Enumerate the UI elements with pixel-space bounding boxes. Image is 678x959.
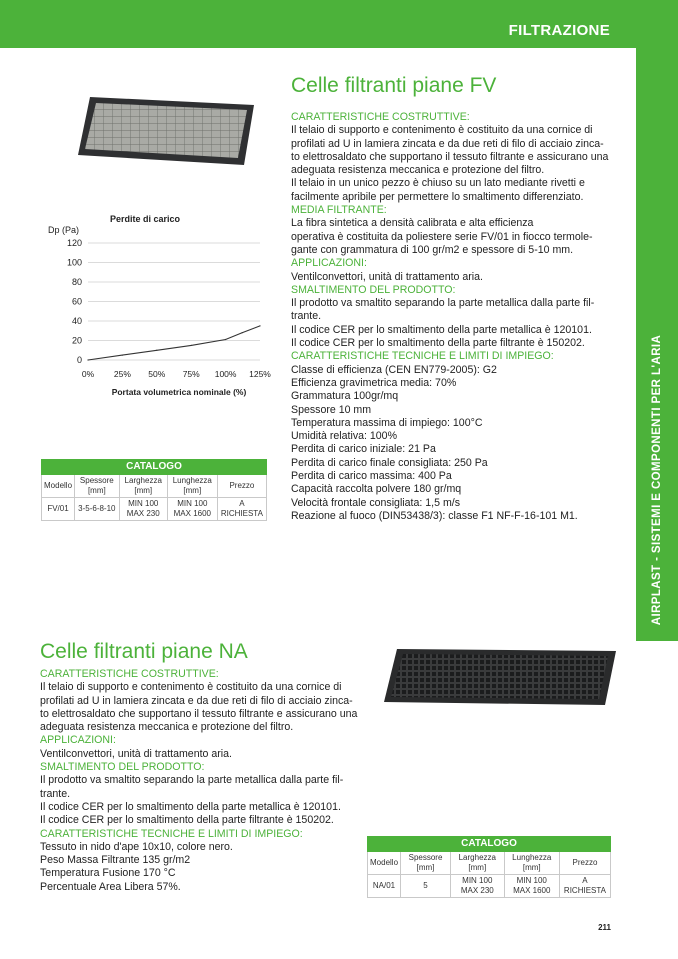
text-line: adeguata resistenza meccanica e protezione del filtro. (40, 721, 294, 734)
subheading: MEDIA FILTRANTE: (291, 204, 387, 217)
y-tick-label: 0 (76, 355, 82, 365)
text-line: Il telaio in un unico pezzo è chiuso su un lato mediante rivetti e (291, 177, 585, 190)
text-line: Perdita di carico massima: 400 Pa (291, 470, 452, 483)
y-tick-label: 40 (71, 316, 82, 326)
chart-y-axis-label: Dp (Pa) (48, 225, 80, 235)
x-tick-label: 50% (148, 369, 166, 379)
text-line: adeguata resistenza meccanica e protezione del filtro. (291, 164, 545, 177)
width-max: MAX 230 (460, 886, 494, 895)
data-point (87, 359, 88, 360)
text-line: Temperatura massima di impiego: 100°C (291, 416, 483, 429)
text-line: La fibra sintetica a densità calibrata e alta efficienza (291, 217, 534, 230)
na-catalog-table (367, 836, 611, 898)
x-tick-label: 100% (214, 369, 237, 379)
text-line: Il prodotto va smaltito separando la parte metallica dalla parte fil- (40, 774, 344, 787)
text-line: Il telaio di supporto e contenimento è costituito da una cornice di (40, 681, 342, 694)
pressure-drop-chart (40, 210, 285, 405)
text-line: Capacità raccolta polvere 180 gr/mq (291, 483, 462, 496)
chart-x-axis-label: Portata volumetrica nominale (%) (111, 387, 247, 397)
header-thickness: Spessore [mm] (401, 852, 451, 875)
header-length: Lunghezza [mm] (167, 475, 217, 498)
length-min: MIN 100 (177, 499, 208, 508)
subheading: SMALTIMENTO DEL PRODOTTO: (40, 761, 205, 774)
text-line: to elettrosaldato che supportano il tessuto filtrante e assicurano una (40, 707, 358, 720)
text-line: Temperatura Fusione 170 °C (40, 867, 176, 880)
text-line: Tessuto in nido d'ape 10x10, colore nero. (40, 840, 233, 853)
length-max: MAX 1600 (513, 886, 551, 895)
text-line: Il telaio di supporto e contenimento è costituito da una cornice di (291, 124, 593, 137)
fv-catalog-table (41, 459, 267, 521)
cell-model: FV/01 (42, 498, 75, 521)
data-point (225, 339, 226, 340)
text-line: Umidità relativa: 100% (291, 430, 397, 443)
y-tick-label: 120 (66, 238, 82, 248)
y-tick-label: 60 (71, 296, 82, 307)
text-line: Classe di efficienza (CEN EN779-2005): G2 (291, 363, 497, 376)
header-length: Lunghezza [mm] (504, 852, 559, 875)
header-model: Modello (42, 475, 75, 498)
text-line: profilati ad U in lamiera zincata e da due reti di filo di acciaio zinca- (291, 137, 604, 150)
length-min: MIN 100 (516, 876, 547, 885)
x-tick-label: 75% (182, 369, 200, 379)
section-title: FILTRAZIONE (508, 22, 610, 39)
cell-width (451, 875, 505, 898)
text-line: facilmente apribile per permettere lo smaltimento differenziato. (291, 190, 584, 203)
header-model: Modello (368, 852, 401, 875)
text-line: trante. (40, 787, 71, 800)
header-width: Larghezza [mm] (451, 852, 505, 875)
section-header-bar (0, 0, 678, 48)
text-line: operativa è costituita da poliestere serie FV/01 in fiocco termole- (291, 230, 593, 243)
x-tick-label: 25% (113, 369, 131, 379)
series-line-fv (88, 326, 260, 360)
data-point (191, 345, 192, 346)
cell-thickness: 3-5-6-8-10 (75, 498, 120, 521)
subheading: CARATTERISTICHE TECNICHE E LIMITI DI IMPIEGO: (40, 827, 303, 840)
fv-description (291, 111, 621, 523)
subheading: CARATTERISTICHE TECNICHE E LIMITI DI IMPIEGO: (291, 350, 554, 363)
y-tick-label: 100 (66, 257, 82, 268)
chart-title: Perdite di carico (110, 214, 181, 224)
text-line: Reazione al fuoco (DIN53438/3): classe F1 NF-F-16-101 M1. (291, 509, 578, 522)
width-min: MIN 100 (462, 876, 493, 885)
length-max: MAX 1600 (173, 509, 211, 518)
text-line: profilati ad U in lamiera zincata e da due reti di filo di acciaio zinca- (40, 694, 353, 707)
text-line: Spessore 10 mm (291, 403, 372, 416)
cell-length (167, 498, 217, 521)
text-line: Grammatura 100gr/mq (291, 390, 399, 403)
side-tab-label: AIRPLAST - SISTEMI E COMPONENTI PER L'ARIA (651, 334, 663, 626)
cell-length (504, 875, 559, 898)
page-number: 211 (598, 923, 611, 932)
x-tick-label: 0% (81, 369, 95, 379)
cell-model: NA/01 (368, 875, 401, 898)
text-line: to elettrosaldato che supportano il tessuto filtrante e assicurano una (291, 150, 609, 163)
text-line: Percentuale Area Libera 57%. (40, 880, 181, 893)
data-point (259, 325, 260, 326)
text-line: Efficienza gravimetrica media: 70% (291, 376, 457, 389)
cell-thickness: 5 (401, 875, 451, 898)
fv-catalog-caption: CATALOGO (42, 460, 267, 475)
header-thickness: Spessore [mm] (75, 475, 120, 498)
cell-price: A RICHIESTA (559, 875, 610, 898)
na-title: Celle filtranti piane NA (40, 640, 248, 663)
na-catalog-caption: CATALOGO (368, 837, 611, 852)
cell-width (119, 498, 167, 521)
subheading: APPLICAZIONI: (40, 734, 116, 747)
width-min: MIN 100 (128, 499, 159, 508)
data-point (156, 350, 157, 351)
x-tick-label: 125% (249, 369, 271, 379)
text-line: Ventilconvettori, unità di trattamento aria. (40, 747, 232, 760)
text-line: gante con grammatura di 100 gr/m2 e spessore di 5-10 mm. (291, 243, 574, 256)
text-line: Il codice CER per lo smaltimento della parte filtrante è 150202. (291, 337, 585, 350)
subheading: CARATTERISTICHE COSTRUTTIVE: (40, 668, 219, 680)
data-point (122, 355, 123, 356)
text-line: Il prodotto va smaltito separando la parte metallica dalla parte fil- (291, 297, 595, 310)
header-price: Prezzo (217, 475, 266, 498)
y-tick-label: 80 (71, 277, 82, 287)
text-line: Il codice CER per lo smaltimento della parte metallica è 120101. (291, 323, 592, 336)
subheading: APPLICAZIONI: (291, 257, 367, 270)
text-line: trante. (291, 310, 322, 323)
text-line: Perdita di carico iniziale: 21 Pa (291, 443, 436, 456)
text-line: Peso Massa Filtrante 135 gr/m2 (40, 854, 191, 867)
fv-title: Celle filtranti piane FV (291, 74, 497, 97)
header-width: Larghezza [mm] (119, 475, 167, 498)
width-max: MAX 230 (126, 509, 160, 518)
y-tick-label: 20 (71, 335, 82, 346)
text-line: Ventilconvettori, unità di trattamento aria. (291, 270, 483, 283)
na-filter-image (383, 647, 617, 707)
text-line: Velocità frontale consigliata: 1,5 m/s (291, 496, 461, 509)
subheading: CARATTERISTICHE COSTRUTTIVE: (291, 111, 470, 123)
text-line: Il codice CER per lo smaltimento della parte filtrante è 150202. (40, 814, 334, 827)
text-line: Il codice CER per lo smaltimento della parte metallica è 120101. (40, 800, 341, 813)
fv-filter-image (76, 95, 256, 167)
data-point (242, 332, 243, 333)
cell-price: A RICHIESTA (217, 498, 266, 521)
text-line: Perdita di carico finale consigliata: 250 Pa (291, 456, 488, 469)
subheading: SMALTIMENTO DEL PRODOTTO: (291, 283, 456, 296)
header-price: Prezzo (559, 852, 610, 875)
na-description (40, 668, 370, 894)
